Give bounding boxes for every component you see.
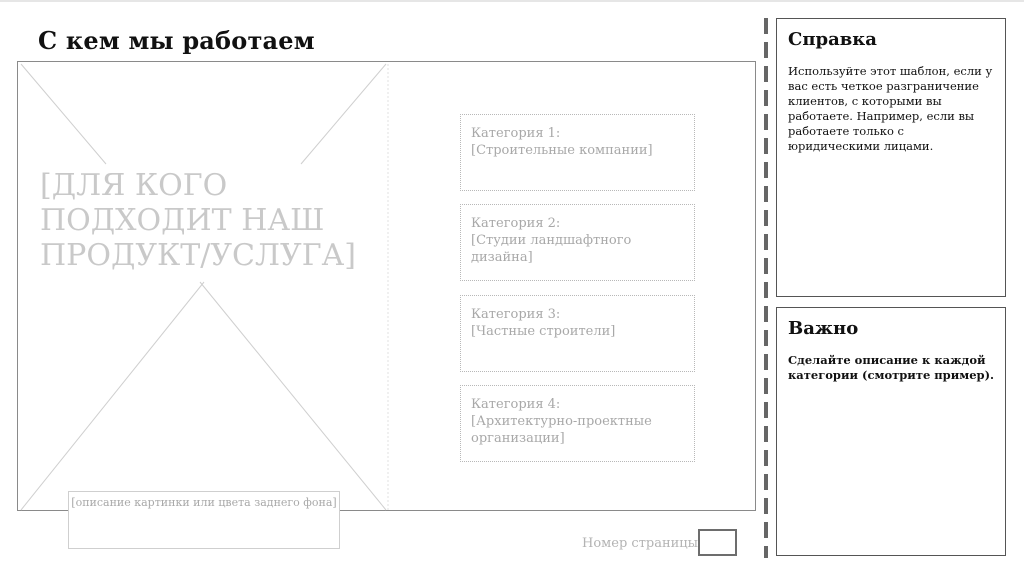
page-number-label: Номер страницы — [582, 536, 699, 551]
important-panel-text: Сделайте описание к каждой категории (смотрите пример). — [788, 353, 995, 382]
category-label: Категория 4: — [471, 397, 561, 412]
page-title: С кем мы работаем — [38, 26, 315, 55]
category-label: Категория 1: — [471, 126, 561, 141]
category-value: [Частные строители] — [471, 324, 616, 339]
help-panel-title: Справка — [788, 29, 877, 50]
dashed-divider — [764, 18, 768, 558]
category-value: [Строительные компании] — [471, 143, 653, 158]
help-panel — [776, 18, 1006, 297]
slide-frame — [17, 61, 756, 511]
important-panel-title: Важно — [788, 318, 859, 339]
hero-placeholder-text: [ДЛЯ КОГО ПОДХОДИТ НАШ ПРОДУКТ/УСЛУГА] — [40, 168, 356, 273]
category-card-2[interactable] — [460, 204, 695, 281]
category-label: Категория 3: — [471, 307, 561, 322]
image-description-box[interactable] — [68, 491, 340, 549]
important-panel — [776, 307, 1006, 556]
category-card-4[interactable] — [460, 385, 695, 462]
page-number-field[interactable] — [698, 529, 737, 556]
category-card-3[interactable] — [460, 295, 695, 372]
help-panel-text: Используйте этот шаблон, если у вас есть четкое разграничение клиентов, с которыми вы работаете. Например, если вы работаете только с юридическими лицами. — [788, 64, 993, 153]
top-divider — [0, 0, 1024, 2]
category-value: [Архитектурно-проектные организации] — [471, 414, 652, 446]
category-label: Категория 2: — [471, 216, 561, 231]
category-card-1[interactable] — [460, 114, 695, 191]
category-value: [Студии ландшафтного дизайна] — [471, 233, 632, 265]
image-description-text: [описание картинки или цвета заднего фона] — [71, 496, 337, 509]
